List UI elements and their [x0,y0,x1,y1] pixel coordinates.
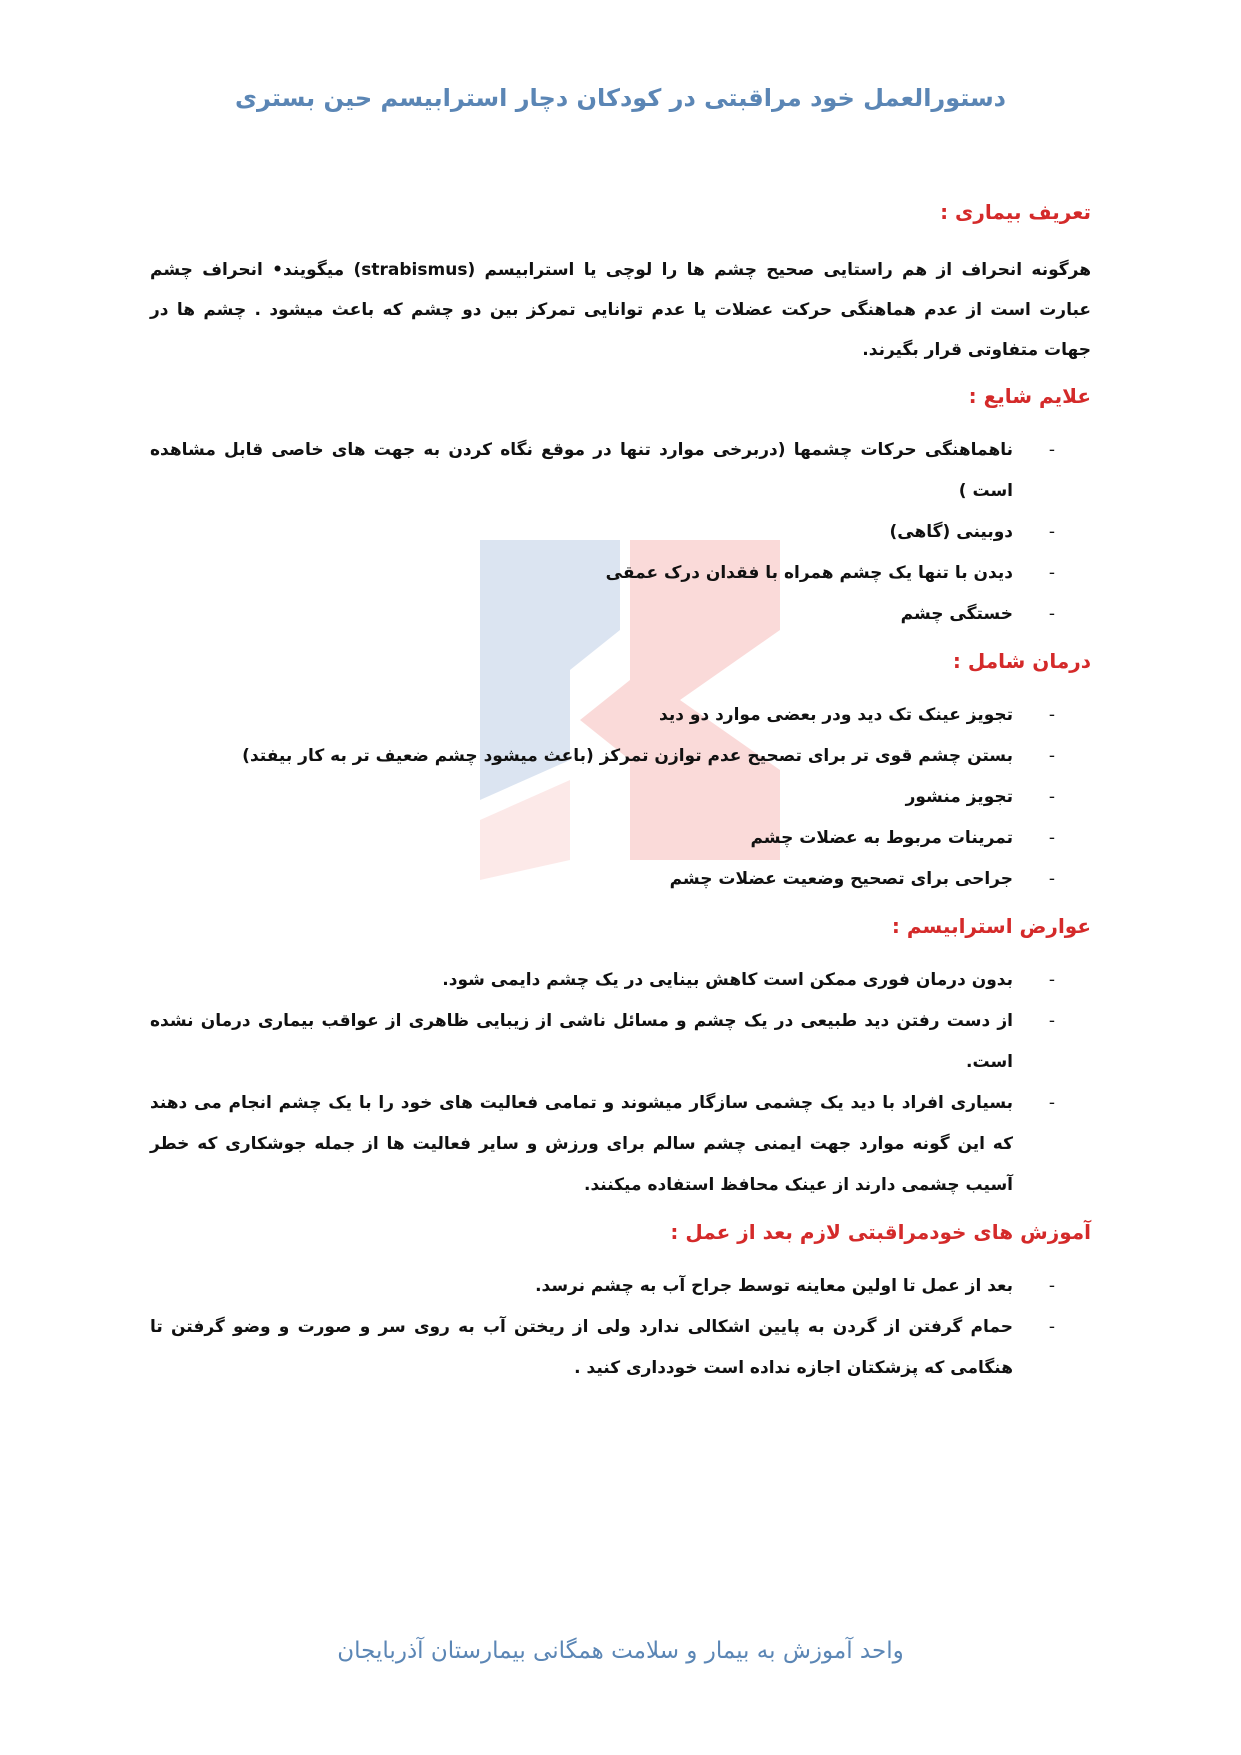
list-item: - بعد از عمل تا اولین معاینه توسط جراح آب به چشم نرسد. [150,1266,1091,1307]
complications-list [150,960,1091,1206]
list-item: - دوبینی (گاهی) [150,512,1091,553]
complications-heading: عوارض استرابیسم : [891,914,1091,938]
list-item: - حمام گرفتن از گردن به پایین اشکالی ندارد ولی از ریختن آب به روی سر و صورت و وضو گرفتن تا هنگامی که پزشکتان اجازه نداده است خودداری کنید . [150,1307,1091,1389]
list-item: - بدون درمان فوری ممکن است کاهش بینایی در یک چشم دایمی شود. [150,960,1091,1001]
list-item: - از دست رفتن دید طبیعی در یک چشم و مسائل ناشی از زیبایی ظاهری از عواقب بیماری درمان نشده است. [150,1001,1091,1083]
list-item: - تجویز عینک تک دید ودر بعضی موارد دو دید [150,695,1091,736]
list-item: - بسیاری افراد با دید یک چشمی سازگار میشوند و تمامی فعالیت های خود را با یک چشم انجام می دهند که این گونه موارد جهت ایمنی چشم سالم برای ورزش و سایر فعالیت ها از جمله جوشکاری که خطر آسیب چشمی دارند از عینک محافظ استفاده میکنند. [150,1083,1091,1206]
list-item: - خستگی چشم [150,594,1091,635]
document-title: دستورالعمل خود مراقبتی در کودکان دچار استرابیسم حین بستری [234,84,1006,112]
list-item: - بستن چشم قوی تر برای تصحیح عدم توازن تمرکز (باعث میشود چشم ضعیف تر به کار بیفتد) [150,736,1091,777]
treatment-list [150,695,1091,900]
list-item: - تجویز منشور [150,777,1091,818]
list-item: - ناهماهنگی حرکات چشمها (دربرخی موارد تنها در موقع نگاه کردن به جهت های خاصی قابل مشاهده است ) [150,430,1091,512]
treatment-heading: درمان شامل : [952,649,1091,673]
selfcare-heading: آموزش های خودمراقبتی لازم بعد از عمل : [670,1220,1091,1244]
definition-text: هرگونه انحراف از هم راستایی صحیح چشم ها را لوچی یا استرابیسم (strabismus) میگویند• انحراف چشم عبارت است از عدم هماهنگی حرکت عضلات یا عدم توانایی تمرکز بین دو چشم که باعث میشود . چشم ها در جهات متفاوتی قرار بگیرند. [150,260,1091,360]
footer-text: واحد آموزش به بیمار و سلامت همگانی بیمارستان آذربایجان [337,1638,904,1664]
selfcare-list [150,1266,1091,1389]
list-item: - جراحی برای تصحیح وضعیت عضلات چشم [150,859,1091,900]
list-item: - تمرینات مربوط به عضلات چشم [150,818,1091,859]
document-body [150,200,1091,1389]
definition-heading: تعریف بیماری : [940,200,1091,224]
list-item: - دیدن با تنها یک چشم همراه با فقدان درک عمقی [150,553,1091,594]
symptoms-heading: علایم شایع : [968,384,1091,408]
symptoms-list [150,430,1091,635]
